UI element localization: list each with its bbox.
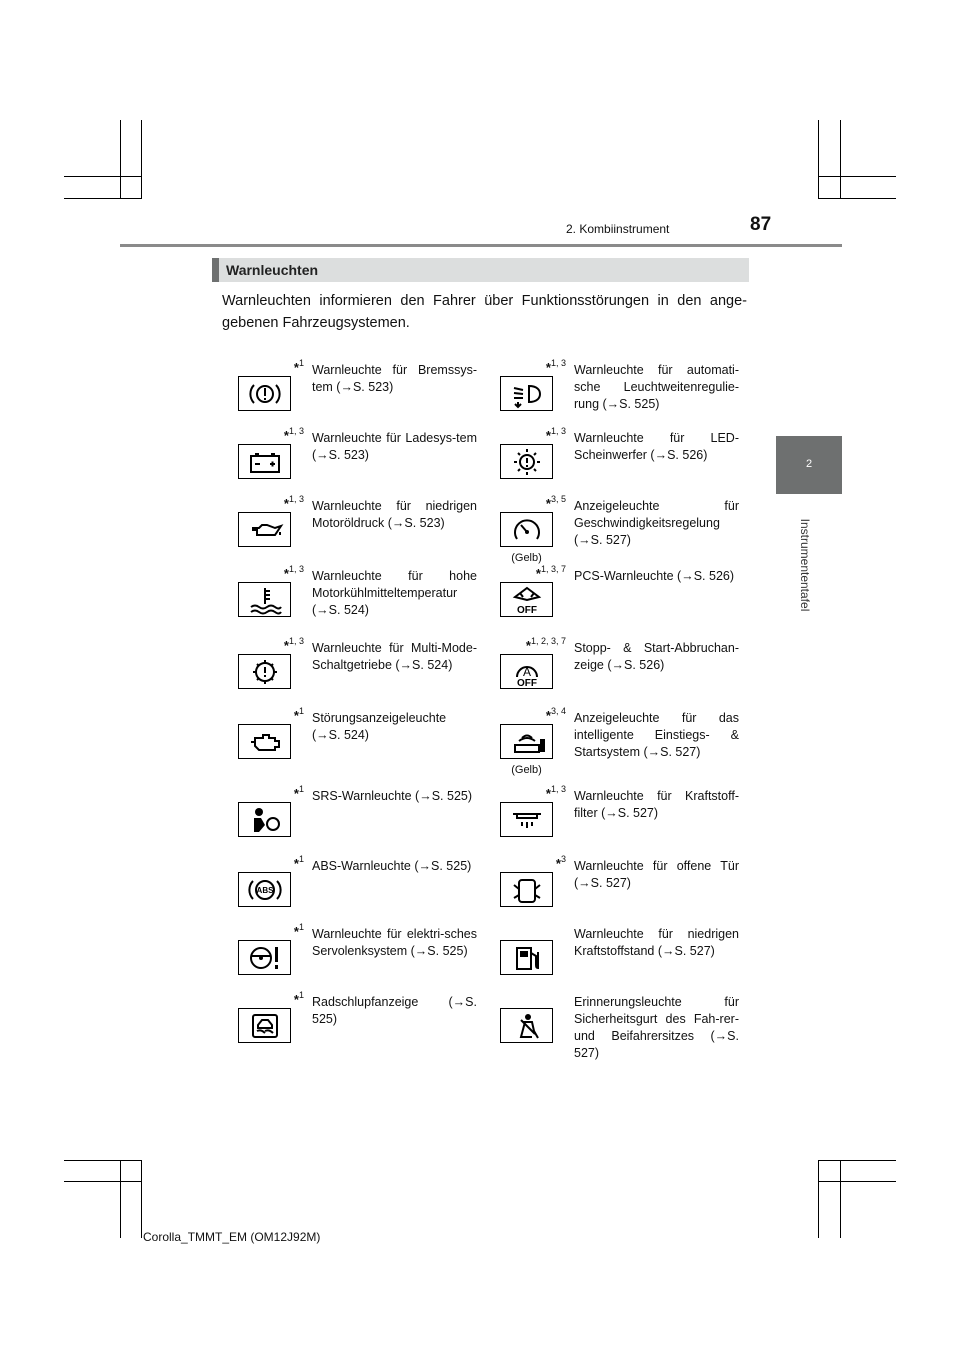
footnote-marker — [526, 636, 566, 653]
warning-light-entry — [212, 782, 480, 852]
footnote-marker — [556, 854, 566, 871]
footer-text: Corolla_TMMT_EM (OM12J92M) — [143, 1230, 321, 1244]
footnote-numbers: 1 — [298, 358, 304, 368]
footnote-numbers: 1, 3, 7 — [540, 564, 566, 574]
footnote-star: * — [293, 708, 299, 723]
fuel-filter-icon — [500, 802, 553, 837]
footnote-numbers: 1 — [298, 990, 304, 1000]
footnote-marker — [546, 706, 566, 723]
svg-text:A: A — [522, 664, 531, 679]
footnote-numbers: 1, 3 — [550, 358, 566, 368]
warning-light-description: Warnleuchte für Ladesys-tem (→S. 523) — [312, 431, 477, 462]
footnote-star: * — [283, 566, 289, 581]
warning-light-entry — [474, 704, 742, 774]
chapter-tab — [776, 436, 842, 494]
footnote-star: * — [545, 428, 551, 443]
warning-light-entry — [474, 424, 742, 494]
svg-text:OFF: OFF — [516, 604, 537, 615]
footnote-numbers: 1, 3 — [288, 494, 304, 504]
footnote-numbers: 1, 3 — [550, 426, 566, 436]
smart-entry-icon — [500, 724, 553, 759]
warning-light-description: Warnleuchte für offene Tür (→S. 527) — [574, 859, 739, 890]
footnote-star: * — [535, 566, 541, 581]
crop-mark — [818, 120, 819, 198]
footnote-star: * — [293, 856, 299, 871]
warning-light-description: Warnleuchte für Kraftstoff-filter (→S. 527) — [574, 789, 739, 820]
footnote-marker — [294, 990, 304, 1007]
color-note: (Gelb) — [511, 764, 542, 776]
crop-mark — [840, 1160, 841, 1238]
auto-headlight-leveling-icon — [500, 376, 553, 411]
warning-light-description: Anzeigeleuchte für das intelligente Einstiegs- & Startsystem (→S. 527) — [574, 711, 739, 759]
footnote-star: * — [293, 992, 299, 1007]
section-heading-accent — [212, 258, 219, 282]
warning-light-description: PCS-Warnleuchte (→S. 526) — [574, 569, 735, 583]
warning-light-description: Warnleuchte für niedrigen Kraftstoffstand (→S. 527) — [574, 927, 739, 958]
footnote-star: * — [555, 856, 561, 871]
warning-light-description: Stopp- & Start-Abbruchan-zeige (→S. 526) — [574, 641, 739, 672]
footnote-star: * — [283, 638, 289, 653]
warning-light-entry — [212, 356, 480, 426]
warning-light-entry — [212, 704, 480, 774]
footnote-numbers: 3 — [560, 854, 566, 864]
section-heading — [212, 258, 749, 282]
crop-mark — [141, 120, 142, 198]
chapter-tab-number: 2 — [805, 458, 813, 470]
footnote-marker — [294, 784, 304, 801]
warning-light-entry — [474, 782, 742, 852]
crop-mark — [818, 1160, 819, 1238]
led-headlight-icon — [500, 444, 553, 479]
footnote-numbers: 3, 5 — [550, 494, 566, 504]
warning-light-description: Anzeigeleuchte für Geschwindigkeitsregelung (→S. 527) — [574, 499, 739, 547]
footnote-marker — [284, 564, 304, 581]
warning-light-description: Störungsanzeigeleuchte (→S. 524) — [312, 711, 447, 742]
color-note: (Gelb) — [511, 552, 542, 564]
footnote-star: * — [293, 924, 299, 939]
footnote-marker — [284, 636, 304, 653]
footnote-star: * — [545, 496, 551, 511]
footnote-numbers: 1, 3 — [550, 784, 566, 794]
warning-light-description: ABS-Warnleuchte (→S. 525) — [312, 859, 472, 873]
svg-text:OFF: OFF — [516, 677, 537, 687]
footnote-numbers: 3, 4 — [550, 706, 566, 716]
warning-light-entry — [212, 852, 480, 922]
coolant-temperature-icon — [238, 582, 291, 617]
warning-light-description: SRS-Warnleuchte (→S. 525) — [312, 789, 473, 803]
crop-mark — [64, 176, 142, 177]
warning-light-entry — [474, 562, 742, 632]
crop-mark — [120, 1160, 121, 1238]
brake-system-icon — [238, 376, 291, 411]
footnote-marker — [294, 706, 304, 723]
chapter-side-label-text: Instrumententafel — [798, 518, 812, 612]
check-engine-icon — [238, 724, 291, 759]
footnote-marker — [546, 358, 566, 375]
footnote-marker — [546, 494, 566, 511]
crop-mark — [64, 198, 142, 199]
warning-light-entry — [474, 492, 742, 562]
crop-mark — [840, 120, 841, 198]
crop-mark — [64, 1160, 142, 1161]
footnote-star: * — [283, 428, 289, 443]
speedometer-icon — [500, 512, 553, 547]
warning-light-entry — [212, 988, 480, 1058]
stop-start-off-icon — [500, 654, 553, 689]
footnote-star: * — [293, 786, 299, 801]
oil-can-icon — [238, 512, 291, 547]
footnote-star: * — [545, 786, 551, 801]
power-steering-icon — [238, 940, 291, 975]
warning-light-description: Erinnerungsleuchte für Sicherheitsgurt des Fah-rer- und Beifahrersitzes (→S. 527) — [574, 995, 739, 1060]
footnote-numbers: 1, 3 — [288, 636, 304, 646]
warning-light-description: Warnleuchte für niedrigen Motoröldruck (→S. 523) — [312, 499, 477, 530]
footnote-marker — [546, 784, 566, 801]
srs-airbag-icon — [238, 802, 291, 837]
footnote-marker — [284, 494, 304, 511]
footnote-marker — [284, 426, 304, 443]
crop-mark — [818, 1181, 896, 1182]
warning-light-entry — [474, 988, 742, 1058]
crop-mark — [818, 176, 896, 177]
open-door-icon — [500, 872, 553, 907]
chapter-title: 2. Kombiinstrument — [566, 222, 670, 236]
warning-light-entry — [474, 920, 742, 990]
warning-light-entry — [212, 424, 480, 494]
warning-light-description: Warnleuchte für Bremssys-tem (→S. 523) — [312, 363, 477, 394]
crop-mark — [64, 1181, 142, 1182]
warning-light-entry — [212, 562, 480, 632]
warning-light-entry — [212, 920, 480, 990]
battery-icon — [238, 444, 291, 479]
footnote-marker — [294, 358, 304, 375]
warning-light-entry — [212, 492, 480, 562]
seatbelt-icon — [500, 1008, 553, 1043]
footnote-numbers: 1, 3 — [288, 564, 304, 574]
footnote-marker — [294, 854, 304, 871]
warning-light-description: Warnleuchte für elektri-sches Servolenksystem (→S. 525) — [312, 927, 477, 958]
svg-text:ABS: ABS — [256, 885, 273, 895]
footnote-numbers: 1 — [298, 854, 304, 864]
footnote-marker — [294, 922, 304, 939]
footnote-numbers: 1, 3 — [288, 426, 304, 436]
footnote-star: * — [525, 638, 531, 653]
warning-light-description: Warnleuchte für LED-Scheinwerfer (→S. 526) — [574, 431, 739, 462]
chapter-side-label — [797, 505, 813, 625]
footnote-numbers: 1 — [298, 922, 304, 932]
pcs-off-icon — [500, 582, 553, 617]
footnote-star: * — [283, 496, 289, 511]
slip-indicator-icon — [238, 1008, 291, 1043]
warning-light-description: Radschlupfanzeige (→S. 525) — [312, 995, 477, 1026]
page-number: 87 — [750, 214, 772, 235]
warning-light-description: Warnleuchte für automati-sche Leuchtweitenregulie-rung (→S. 525) — [574, 363, 739, 411]
footnote-numbers: 1 — [298, 784, 304, 794]
footnote-numbers: 1, 2, 3, 7 — [530, 636, 566, 646]
warning-light-entry — [212, 634, 480, 704]
crop-mark — [141, 1160, 142, 1238]
warning-light-description: Warnleuchte für Multi-Mode-Schaltgetriebe (→S. 524) — [312, 641, 477, 672]
footnote-star: * — [545, 360, 551, 375]
footnote-marker — [546, 426, 566, 443]
header-divider — [120, 244, 842, 247]
footnote-star: * — [293, 360, 299, 375]
warning-light-description: Warnleuchte für hohe Motorkühlmitteltemperatur (→S. 524) — [312, 569, 477, 617]
footnote-numbers: 1 — [298, 706, 304, 716]
footnote-marker — [536, 564, 566, 581]
crop-mark — [818, 198, 896, 199]
warning-light-entry — [474, 634, 742, 704]
warning-light-entry — [474, 356, 742, 426]
section-title: Warnleuchten — [226, 262, 319, 278]
crop-mark — [818, 1160, 896, 1161]
fuel-pump-icon — [500, 940, 553, 975]
warning-light-entry — [474, 852, 742, 922]
section-intro: Warnleuchten informieren den Fahrer über Funktionsstörungen in den ange-gebenen Fahrzeugsystemen. — [222, 293, 747, 331]
gear-warning-icon — [238, 654, 291, 689]
abs-icon — [238, 872, 291, 907]
crop-mark — [120, 120, 121, 198]
footnote-star: * — [545, 708, 551, 723]
